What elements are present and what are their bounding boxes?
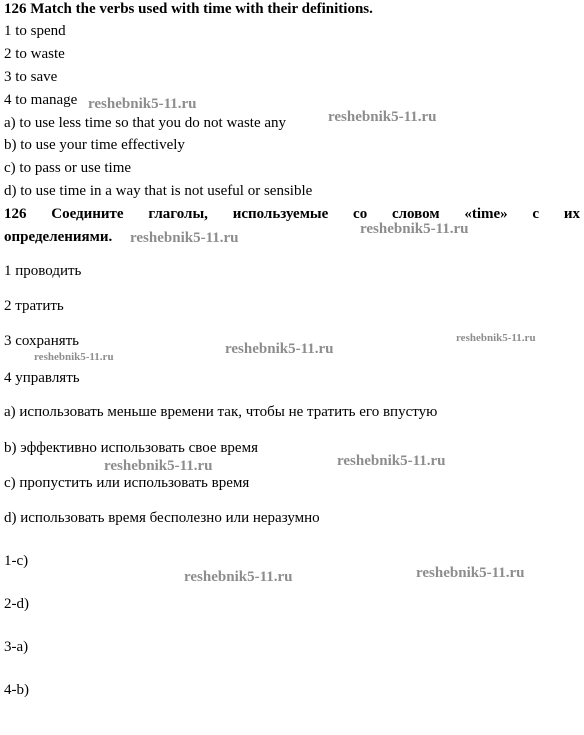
exercise-heading-en: 126 Match the verbs used with time with their definitions.	[4, 1, 373, 17]
answer-item: 4-b)	[4, 682, 29, 698]
heading-word: словом	[391, 206, 440, 222]
heading-word: их	[563, 206, 580, 222]
definition-item: d) использовать время бесполезно или неразумно	[4, 510, 320, 526]
definition-item: a) использовать меньше времени так, чтобы не тратить его впустую	[4, 404, 438, 420]
heading-word: со	[353, 206, 368, 222]
watermark-text: reshebnik5-11.ru	[328, 109, 437, 125]
verb-item: 4 управлять	[4, 370, 80, 386]
watermark-text: reshebnik5-11.ru	[360, 221, 469, 237]
heading-word: используемые	[232, 206, 329, 222]
verb-item: 4 to manage	[4, 92, 78, 108]
watermark-text: reshebnik5-11.ru	[184, 569, 293, 585]
answer-item: 2-d)	[4, 596, 29, 612]
exercise-heading-ru	[4, 205, 580, 223]
watermark-text: reshebnik5-11.ru	[34, 351, 114, 363]
exercise-heading-ru-cont: определениями.	[4, 229, 113, 245]
answer-item: 1-c)	[4, 553, 29, 569]
definition-item: d) to use time in a way that is not useful or sensible	[4, 183, 313, 199]
definition-item: c) пропустить или использовать время	[4, 475, 250, 491]
definition-item: b) эффективно использовать свое время	[4, 440, 258, 456]
watermark-text: reshebnik5-11.ru	[416, 565, 525, 581]
verb-item: 1 проводить	[4, 263, 82, 279]
heading-word: с	[532, 206, 540, 222]
watermark-text: reshebnik5-11.ru	[456, 332, 536, 344]
watermark-text: reshebnik5-11.ru	[225, 341, 334, 357]
heading-word: Соедините	[51, 206, 124, 222]
definition-item: a) to use less time so that you do not waste any	[4, 115, 287, 131]
verb-item: 3 сохранять	[4, 333, 80, 349]
verb-item: 2 тратить	[4, 298, 64, 314]
watermark-text: reshebnik5-11.ru	[130, 230, 239, 246]
heading-word: 126	[4, 206, 27, 222]
verb-item: 3 to save	[4, 69, 58, 85]
watermark-text: reshebnik5-11.ru	[88, 96, 197, 112]
verb-item: 1 to spend	[4, 23, 66, 39]
definition-item: c) to pass or use time	[4, 160, 132, 176]
heading-word: «time»	[464, 206, 508, 222]
answer-item: 3-a)	[4, 639, 29, 655]
heading-word: глаголы,	[148, 206, 208, 222]
watermark-text: reshebnik5-11.ru	[337, 453, 446, 469]
watermark-text: reshebnik5-11.ru	[104, 458, 213, 474]
definition-item: b) to use your time effectively	[4, 137, 185, 153]
verb-item: 2 to waste	[4, 46, 65, 62]
